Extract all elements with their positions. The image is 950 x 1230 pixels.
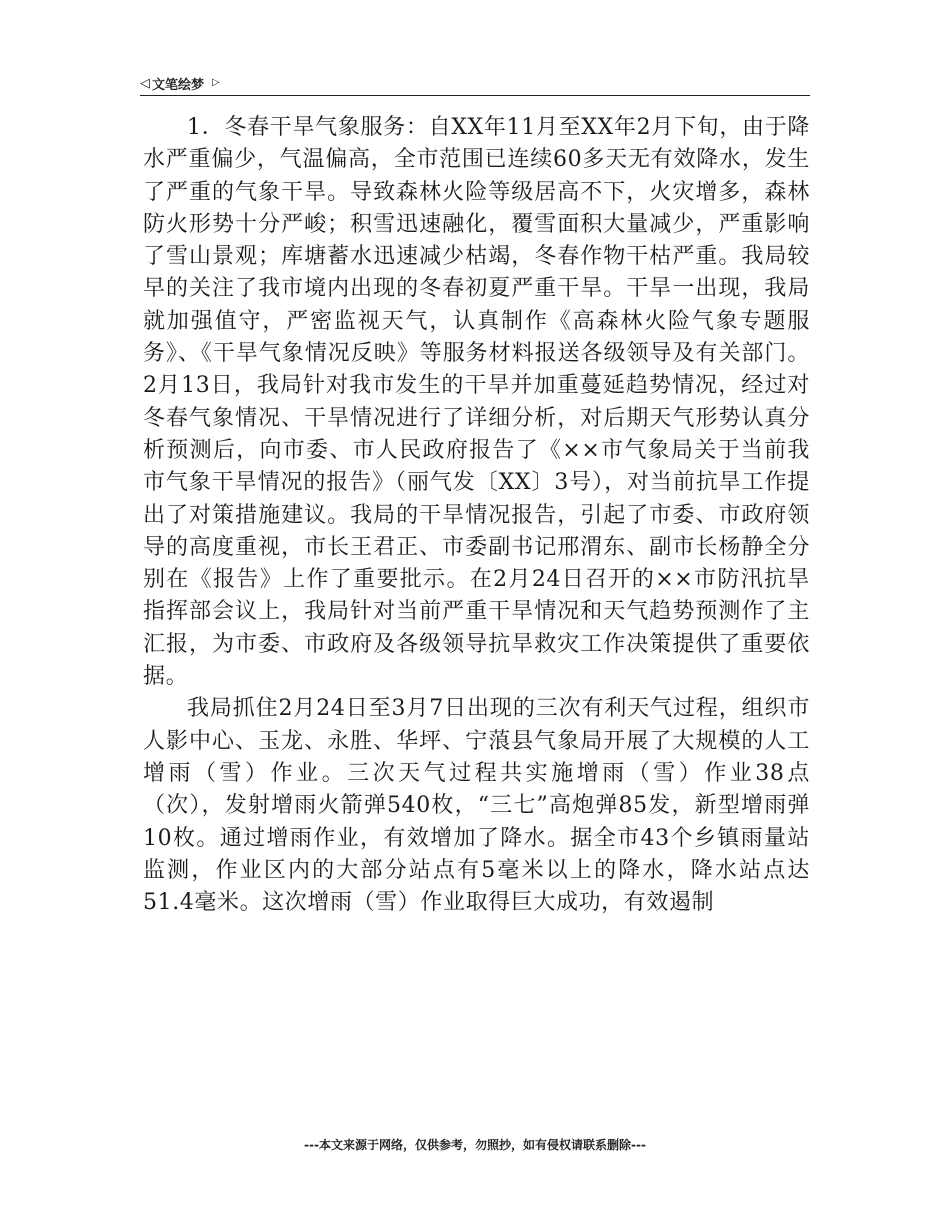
header-title: 文笔绘梦	[152, 77, 205, 93]
page-header	[140, 72, 810, 94]
triangle-left-icon: ◁	[140, 75, 150, 91]
footer-disclaimer: ---本文来源于网络，仅供参考，勿照抄，如有侵权请联系删除---	[304, 1138, 646, 1152]
document-body	[143, 112, 810, 919]
header-divider	[140, 95, 810, 96]
paragraph-rain-enhancement: 我局抓住2月24日至3月7日出现的三次有利天气过程，组织市人影中心、玉龙、永胜、华坪、宁蒗县气象局开展了大规模的人工增雨（雪）作业。三次天气过程共实施增雨（雪）作业38点（次），发射增雨火箭弹540枚，“三七”高炮弹85发，新型增雨弹10枚。通过增雨作业，有效增加了降水。据全市43个乡镇雨量站监测，作业区内的大部分站点有5毫米以上的降水，降水站点达51.4毫米。这次增雨（雪）作业取得巨大成功，有效遏制	[143, 696, 810, 916]
triangle-right-icon: ▷	[212, 77, 220, 88]
paragraph-winter-drought: 1．冬春干旱气象服务：自XX年11月至XX年2月下旬，由于降水严重偏少，气温偏高，全市范围已连续60多天无有效降水，发生了严重的气象干旱。导致森林火险等级居高不下，火灾增多，森林防火形势十分严峻；积雪迅速融化，覆雪面积大量减少，严重影响了雪山景观；库塘蓄水迅速减少枯竭，冬春作物干枯严重。我局较早的关注了我市境内出现的冬春初夏严重干旱。干旱一出现，我局就加强值守，严密监视天气，认真制作《高森林火险气象专题服务》、《干旱气象情况反映》等服务材料报送各级领导及有关部门。2月13日，我局针对我市发生的干旱并加重蔓延趋势情况，经过对冬春气象情况、干旱情况进行了详细分析，对后期天气形势认真分析预测后，向市委、市人民政府报告了《××市气象局关于当前我市气象干旱情况的报告》（丽气发〔XX〕3号），对当前抗旱工作提出了对策措施建议。我局的干旱情况报告，引起了市委、市政府领导的高度重视，市长王君正、市委副书记邢渭东、副市长杨静全分别在《报告》上作了重要批示。在2月24日召开的××市防汛抗旱指挥部会议上，我局针对当前严重干旱情况和天气趋势预测作了主汇报，为市委、市政府及各级领导抗旱救灾工作决策提供了重要依据。	[143, 115, 810, 690]
